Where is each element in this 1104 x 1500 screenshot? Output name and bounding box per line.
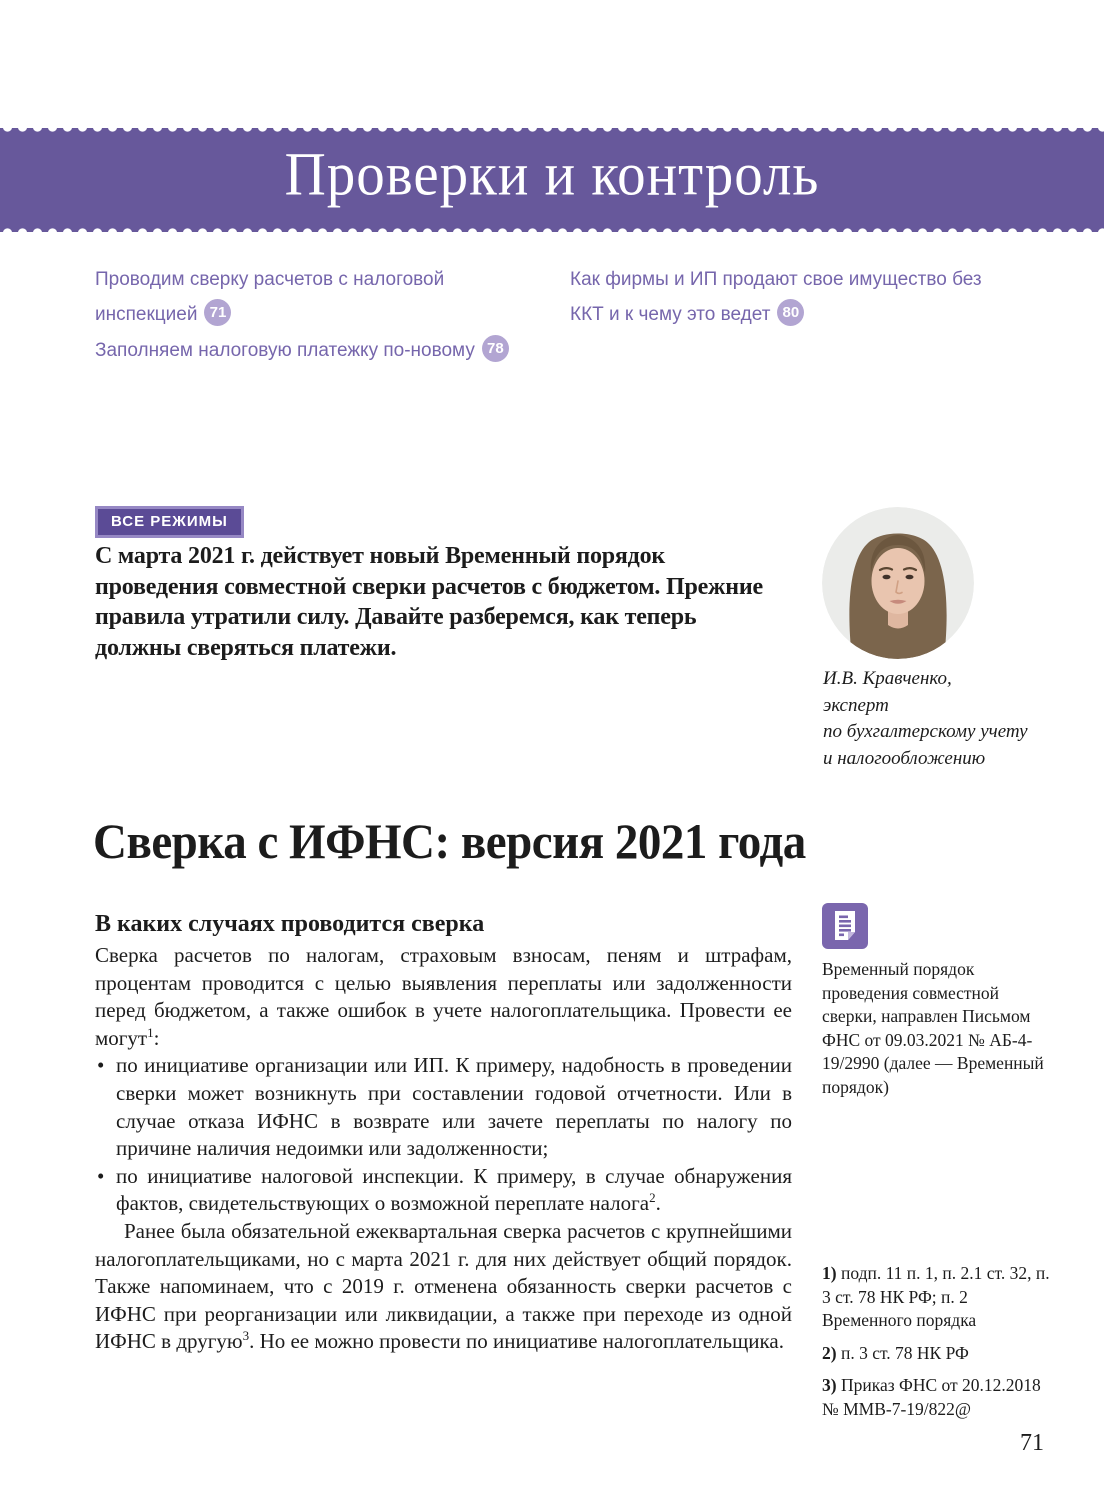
toc-entry[interactable] bbox=[570, 262, 1010, 332]
author-caption bbox=[823, 666, 1083, 772]
paragraph: Сверка расчетов по налогам, страховым взносам, пеням и штрафам, процентам проводится с целью выявления переплаты или задолженности перед бюджетом, а также ошибок в учете налогоплательщика. Провести ее могут$^1$: bbox=[95, 943, 792, 1050]
bullet-item: • по инициативе налоговой инспекции. К примеру, в случае обнаружения фактов, свидетельствующих о возможной переплате налога$^2$. bbox=[95, 1163, 792, 1218]
author-portrait-image bbox=[822, 507, 974, 659]
footnote-number: 3) bbox=[822, 1375, 837, 1395]
article-title: Сверка с ИФНС: версия 2021 года bbox=[93, 815, 806, 871]
bullet-item: • по инициативе организации или ИП. К примеру, надобность в проведении сверки может возникнуть при составлении годовой отчетности. Или в случае отказа ИФНС в возврате или зачете переплаты по налогу по причине наличия недоимки или задолженности; bbox=[95, 1052, 792, 1162]
section-banner-title: Проверки и контроль bbox=[284, 140, 820, 209]
toc-entry-label: Как фирмы и ИП продают свое имущество без ККТ и к чему это ведет bbox=[570, 269, 982, 325]
footnotes bbox=[822, 1262, 1054, 1430]
section-heading: В каких случаях проводится сверка bbox=[95, 910, 485, 937]
sidebar-note: Временный порядок проведения совместной сверки, направлен Письмом ФНС от 09.03.2021 № АБ-4-19/2990 (далее — Временный порядок) bbox=[822, 959, 1044, 1097]
toc-page-badge: 80 bbox=[777, 299, 804, 326]
avatar bbox=[822, 507, 974, 659]
page-number: 71 bbox=[1020, 1430, 1044, 1456]
footnote-ref: 1 bbox=[147, 1024, 154, 1040]
toc-left-column bbox=[95, 262, 545, 369]
footnote-ref: 2 bbox=[649, 1190, 656, 1206]
section-banner bbox=[0, 128, 1104, 232]
author-role: эксперт bbox=[823, 694, 889, 716]
toc-page-badge: 71 bbox=[204, 299, 231, 326]
footnote-ref: 3 bbox=[242, 1328, 250, 1344]
footnote-item: 2) п. 3 ст. 78 НК РФ bbox=[822, 1342, 969, 1363]
toc-page-badge: 78 bbox=[482, 335, 509, 362]
author-role: и налогообложению bbox=[823, 747, 986, 769]
toc-entry[interactable] bbox=[95, 333, 545, 368]
footnote-number: 1) bbox=[822, 1263, 837, 1283]
footnote-number: 2) bbox=[822, 1342, 837, 1363]
toc-right-column bbox=[570, 262, 1010, 333]
toc-entry-label: Проводим сверку расчетов с налоговой инспекцией bbox=[95, 269, 445, 325]
footnote-item: 3) Приказ ФНС от 20.12.2018 № ММВ-7-19/822@ bbox=[822, 1375, 1041, 1419]
lead-paragraph: С марта 2021 г. действует новый Временный порядок проведения совместной сверки расчетов с бюджетом. Прежние правила утратили силу. Давайте разберемся, как теперь должны сверяться платежи. bbox=[95, 543, 763, 661]
document-icon bbox=[822, 903, 868, 949]
toc-entry[interactable] bbox=[95, 262, 545, 332]
mode-badge: ВСЕ РЕЖИМЫ bbox=[95, 506, 244, 538]
article-body bbox=[95, 942, 792, 1356]
author-role: по бухгалтерскому учету bbox=[823, 721, 1028, 742]
author-name: И.В. Кравченко, bbox=[823, 668, 952, 689]
toc-entry-label: Заполняем налоговую платежку по-новому bbox=[95, 340, 475, 361]
footnote-item: 1) подп. 11 п. 1, п. 2.1 ст. 32, п. 3 ст. 78 НК РФ; п. 2 Временного порядка bbox=[822, 1263, 1050, 1330]
paragraph: Ранее была обязательной ежеквартальная сверка расчетов с крупнейшими налогоплательщиками, но с марта 2021 г. для них действует общий порядок. Также напоминаем, что с 2019 г. отменена обязанность сверки расчетов с ИФНС при реорганизации или ликвидации, а также при переходе из одной ИФНС в другую$^3$. Но ее можно провести по инициативе налогоплательщика. bbox=[95, 1218, 792, 1354]
bullet-list bbox=[95, 1052, 792, 1218]
